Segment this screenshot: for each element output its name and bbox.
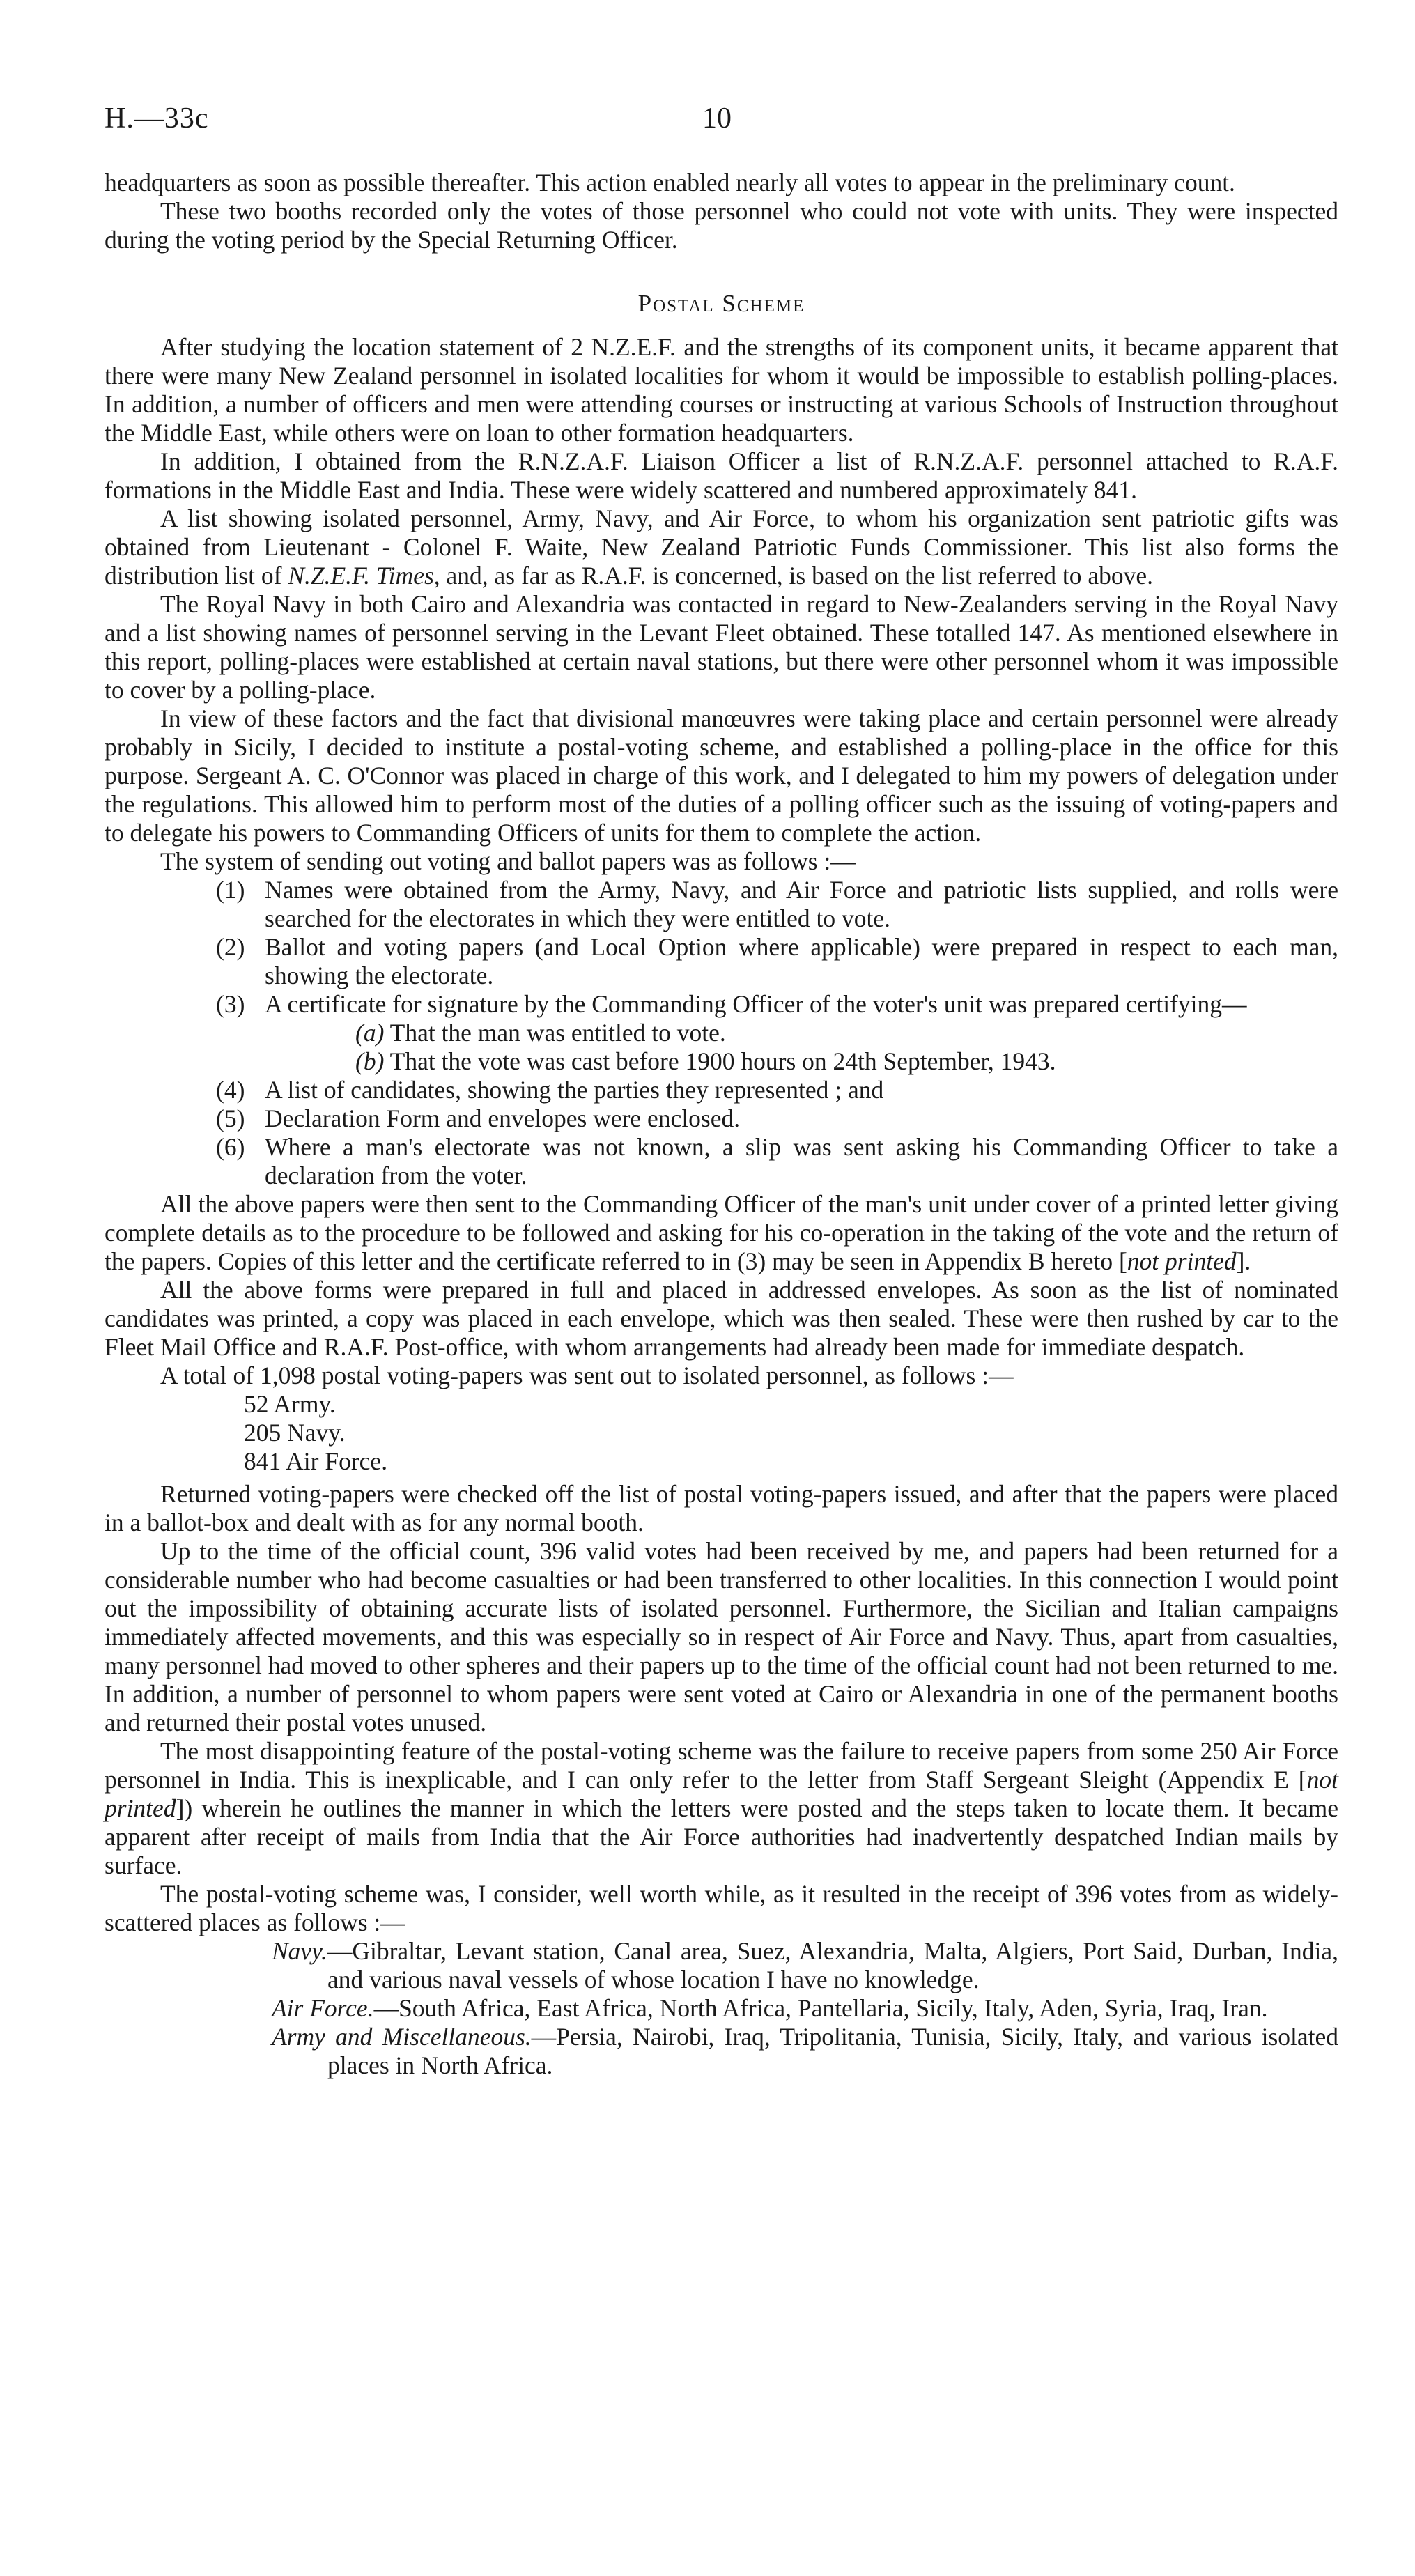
vote-counts-list <box>244 1390 1338 1476</box>
not-printed-note: not printed <box>105 1766 1338 1822</box>
item-number: (6) <box>216 1133 245 1161</box>
document-reference: H.—33c <box>105 102 209 134</box>
item-number: (5) <box>216 1104 245 1132</box>
text-run: The most disappointing feature of the postal-voting scheme was the failure to receive papers from some 250 Air Force personnel in India. This is inexplicable, and I can only refer to the letter from Staff Sergeant Sleight (Appendix E [ <box>105 1737 1338 1794</box>
item-number: (3) <box>216 990 245 1018</box>
count-item: 205 Navy. <box>244 1419 346 1447</box>
item-text: A list of candidates, showing the parties they represented ; and <box>265 1076 884 1104</box>
sub-list <box>355 1019 1338 1076</box>
text-run: A list showing isolated personnel, Army, Navy, and Air Force, to whom his organization sent patriotic gifts was obtained from Lieutenant - Colonel F. Waite, New Zealand Patriotic Funds Commissioner. This list also forms the distribution list of <box>105 504 1338 589</box>
list-item <box>355 1019 1338 1047</box>
item-text: A certificate for signature by the Commanding Officer of the voter's unit was prepared certifying— <box>265 990 1247 1018</box>
page-header <box>105 102 1338 169</box>
places-item <box>272 2023 1338 2080</box>
procedure-list-continued <box>105 1076 1338 1190</box>
paragraph: These two booths recorded only the votes of those personnel who could not vote with units. They were inspected during the voting period by the Special Returning Officer. <box>105 197 1338 254</box>
paragraph: After studying the location statement of 2 N.Z.E.F. and the strengths of its component units, it became apparent that there were many New Zealand personnel in isolated localities for whom it would be impossible to establish polling-places. In addition, a number of officers and men were attending courses or instructing at various Schools of Instruction throughout the Middle East, while others were on loan to other formation headquarters. <box>105 333 1338 447</box>
service-label: Air Force. <box>272 1994 374 2022</box>
places-text: —Gibraltar, Levant station, Canal area, Suez, Alexandria, Malta, Algiers, Port Said, Durban, India, and various naval vessels of whose location I have no knowledge. <box>327 1937 1338 1993</box>
paragraph: headquarters as soon as possible thereafter. This action enabled nearly all votes to appear in the preliminary count. <box>105 169 1235 196</box>
places-text: —South Africa, East Africa, North Africa, Pantellaria, Sicily, Italy, Aden, Syria, Iraq, Iran. <box>373 1994 1268 2022</box>
places-item <box>272 1994 1338 2023</box>
paragraph: In addition, I obtained from the R.N.Z.A.F. Liaison Officer a list of R.N.Z.A.F. personnel attached to R.A.F. formations in the Middle East and India. These were widely scattered and numbered approximately 841. <box>105 447 1338 504</box>
paragraph: A total of 1,098 postal voting-papers was sent out to isolated personnel, as follows :— <box>160 1362 1014 1389</box>
count-item: 841 Air Force. <box>244 1447 388 1475</box>
item-text: Declaration Form and envelopes were enclosed. <box>265 1104 741 1132</box>
text-run: ]. <box>1236 1247 1251 1275</box>
list-item <box>216 1104 1338 1133</box>
service-label: Army and Miscellaneous. <box>272 2023 532 2051</box>
list-item <box>216 876 1338 933</box>
places-item <box>272 1937 1338 1994</box>
paragraph <box>105 1190 1338 1276</box>
item-text: That the man was entitled to vote. <box>389 1019 726 1047</box>
paragraph: The postal-voting scheme was, I consider, well worth while, as it resulted in the receipt of 396 votes from as widely-scattered places as follows :— <box>105 1880 1338 1936</box>
item-text: Ballot and voting papers (and Local Option where applicable) were prepared in respect to each man, showing the electorate. <box>265 933 1338 989</box>
not-printed-note: not printed <box>1127 1247 1237 1275</box>
list-item <box>216 933 1338 990</box>
paragraph: All the above forms were prepared in full and placed in addressed envelopes. As soon as the list of nominated candidates was printed, a copy was placed in each envelope, which was then sealed. These were then rushed by car to the Fleet Mail Office and R.A.F. Post-office, with whom arrangements had already been made for immediate despatch. <box>105 1276 1338 1361</box>
paragraph <box>105 504 1338 590</box>
procedure-list <box>105 876 1338 1019</box>
item-letter: (a) <box>355 1019 385 1047</box>
item-text: Names were obtained from the Army, Navy, and Air Force and patriotic lists supplied, and rolls were searched for the electorates in which they were entitled to vote. <box>265 876 1338 932</box>
places-list <box>105 1937 1338 2080</box>
item-number: (4) <box>216 1076 245 1104</box>
paragraph <box>105 1737 1338 1880</box>
list-item <box>216 1076 1338 1104</box>
item-text: Where a man's electorate was not known, a slip was sent asking his Commanding Officer to take a declaration from the voter. <box>265 1133 1338 1189</box>
list-item <box>216 1133 1338 1190</box>
item-letter: (b) <box>355 1047 385 1075</box>
paragraph: Up to the time of the official count, 396 valid votes had been received by me, and papers had been returned for a considerable number who had become casualties or had been transferred to other localities. In this connection I would point out the impossibility of obtaining accurate lists of isolated personnel. Furthermore, the Sicilian and Italian campaigns immediately affected movements, and this was especially so in respect of Air Force and Navy. Thus, apart from casualties, many personnel had moved to other spheres and their papers up to the time of the official count had not been returned to me. In addition, a number of personnel to whom papers were sent voted at Cairo or Alexandria in one of the permanent booths and returned their postal votes unused. <box>105 1537 1338 1736</box>
item-text: That the vote was cast before 1900 hours on 24th September, 1943. <box>389 1047 1056 1075</box>
paragraph: In view of these factors and the fact that divisional manœuvres were taking place and certain personnel were already probably in Sicily, I decided to institute a postal-voting scheme, and established a polling-place in the office for this purpose. Sergeant A. C. O'Connor was placed in charge of this work, and I delegated to him my powers of delegation under the regulations. This allowed him to perform most of the duties of a polling officer such as the issuing of voting-papers and to delegate his powers to Commanding Officers of units for them to complete the action. <box>105 704 1338 847</box>
italic-title: N.Z.E.F. Times <box>288 562 434 589</box>
item-number: (1) <box>216 876 245 904</box>
list-item <box>216 990 1338 1019</box>
item-number: (2) <box>216 933 245 961</box>
page-number: 10 <box>702 102 732 134</box>
paragraph: The system of sending out voting and ballot papers was as follows :— <box>160 847 856 875</box>
paragraph: The Royal Navy in both Cairo and Alexandria was contacted in regard to New-Zealanders serving in the Royal Navy and a list showing names of personnel serving in the Levant Fleet obtained. These totalled 147. As mentioned elsewhere in this report, polling-places were established at certain naval stations, but there were other personnel whom it was impossible to cover by a polling-place. <box>105 590 1338 704</box>
service-label: Navy. <box>272 1937 327 1965</box>
paragraph: Returned voting-papers were checked off the list of postal voting-papers issued, and after that the papers were placed in a ballot-box and dealt with as for any normal booth. <box>105 1480 1338 1536</box>
places-text: —Persia, Nairobi, Iraq, Tripolitania, Tunisia, Sicily, Italy, and various isolated places in North Africa. <box>327 2023 1338 2079</box>
section-heading: Postal Scheme <box>637 290 805 317</box>
text-run: , and, as far as R.A.F. is concerned, is based on the list referred to above. <box>433 562 1154 589</box>
text-run: All the above papers were then sent to the Commanding Officer of the man's unit under cover of a printed letter giving complete details as to the procedure to be followed and asking for his co-operation in the taking of the vote and the return of the papers. Copies of this letter and the certificate referred to in (3) may be seen in Appendix B hereto [ <box>105 1190 1338 1275</box>
text-run: ]) wherein he outlines the manner in which the letters were posted and the steps taken to locate them. It became apparent after receipt of mails from India that the Air Force authorities had inadvertently despatched Indian mails by surface. <box>105 1794 1338 1879</box>
list-item <box>355 1047 1338 1076</box>
count-item: 52 Army. <box>244 1390 336 1418</box>
